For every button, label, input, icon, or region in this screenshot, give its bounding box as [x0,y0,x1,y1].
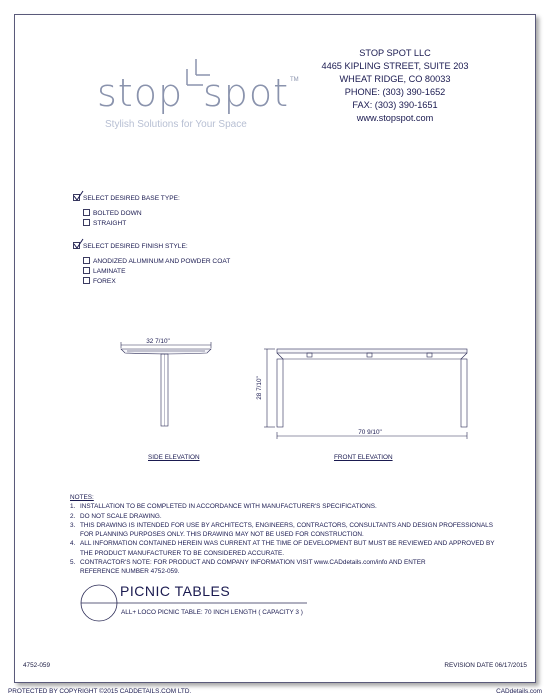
note-item [70,558,520,577]
logo-tagline: Stylish Solutions for Your Space [105,119,247,130]
side-elevation-drawing [121,342,211,426]
note-item [70,502,520,511]
logo-word-stop: stop [97,71,184,115]
base-option-label: STRAIGHT [93,220,127,227]
drawing-sheet [14,14,536,683]
note-number: 3. [70,521,76,529]
note-text: DO NOT SCALE DRAWING. [80,512,162,520]
front-width-dimension: 70 9/10" [358,429,382,436]
finish-option-label: ANODIZED ALUMINUM AND POWDER COAT [93,258,231,265]
note-item [70,512,520,521]
note-text: CONTRACTOR'S NOTE: FOR PRODUCT AND COMPANY INFORMATION VISIT www.CADdetails.com/info AND ENTER [80,559,426,567]
revision-date: REVISION DATE 06/17/2015 [444,662,527,669]
note-text: FOR PLANNING PURPOSES ONLY. THIS DRAWING MAY NOT BE USED FOR CONSTRUCTION. [80,531,364,539]
note-text: THE PRODUCT MANUFACTURER TO BE CONSIDERED ACCURATE. [80,549,285,557]
note-item [70,539,520,558]
front-elevation-drawing [264,349,467,439]
finish-option-label: LAMINATE [93,268,126,275]
note-number: 5. [70,559,76,567]
note-number: 1. [70,503,76,511]
notes-title: NOTES: [70,494,94,501]
note-text: REFERENCE NUMBER 4752-059. [80,568,180,576]
side-elevation-label: SIDE ELEVATION [148,454,200,461]
note-text: ALL INFORMATION CONTAINED HEREIN WAS CURRENT AT THE TIME OF DEVELOPMENT BUT MUST BE REVIEWED AND APPROVED BY [80,540,495,548]
company-fax: FAX: (303) 390-1651 [352,100,438,110]
note-text: INSTALLATION TO BE COMPLETED IN ACCORDANCE WITH MANUFACTURER'S SPECIFICATIONS. [80,503,377,511]
base-option-label: BOLTED DOWN [93,210,142,217]
note-number: 4. [70,540,76,548]
drawing-title: PICNIC TABLES [120,583,231,599]
logo-word-spot: spot [203,71,290,115]
company-phone: PHONE: (303) 390-1652 [344,87,446,97]
company-website[interactable]: www.stopspot.com [356,113,434,123]
base-type-heading-label: SELECT DESIRED BASE TYPE: [83,195,180,202]
front-height-dimension: 28 7/10" [256,376,263,400]
copyright-notice: PROTECTED BY COPYRIGHT ©2015 CADDETAILS.COM LTD. [8,688,192,695]
notes-section [70,493,520,577]
note-number: 2. [70,512,76,520]
company-address-line1: 4465 KIPLING STREET, SUITE 203 [321,61,469,71]
company-name: STOP SPOT LLC [359,48,431,58]
note-item [70,521,520,540]
caddetails-brand-link[interactable]: CADdetails.com [496,688,542,695]
side-width-dimension: 32 7/10" [146,338,170,345]
finish-style-heading-label: SELECT DESIRED FINISH STYLE: [83,243,188,250]
logo-trademark: TM [290,77,299,83]
document-number: 4752-059 [23,662,51,669]
finish-option-label: FOREX [93,278,116,285]
drawing-subtitle: ALL+ LOCO PICNIC TABLE: 70 INCH LENGTH ( CAPACITY 3 ) [121,609,303,616]
note-text: THIS DRAWING IS INTENDED FOR USE BY ARCHITECTS, ENGINEERS, CONTRACTORS, CONSULTANTS AND DESIGN PROFESSIONALS [80,521,493,529]
company-address-line2: WHEAT RIDGE, CO 80033 [339,74,451,84]
front-elevation-label: FRONT ELEVATION [334,454,393,461]
